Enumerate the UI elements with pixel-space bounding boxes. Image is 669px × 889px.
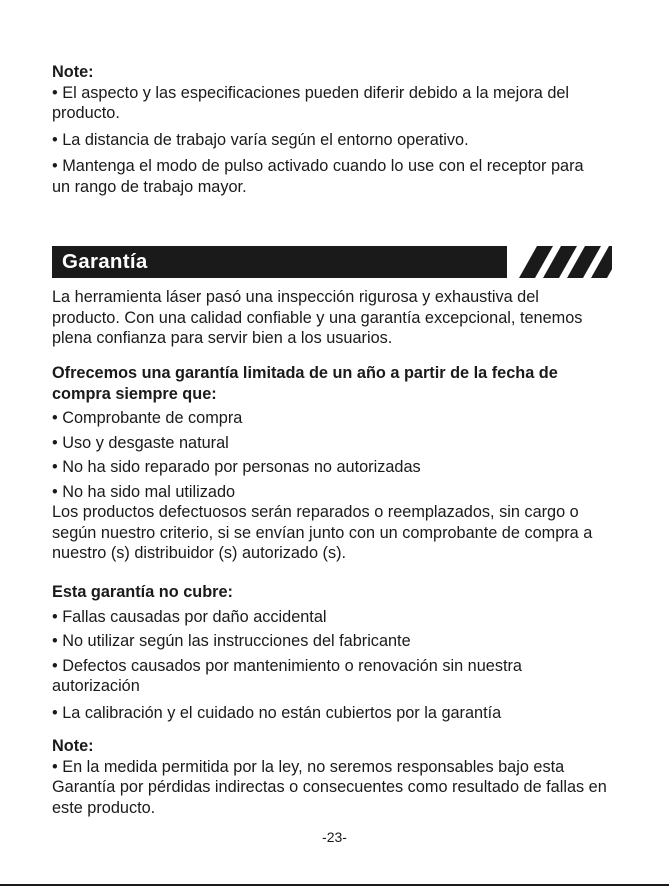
warranty-exclusions — [52, 582, 622, 723]
page-number: -23- — [322, 829, 347, 845]
exclusion-item: • No utilizar según las instrucciones del fabricante — [52, 632, 411, 650]
exclusion-item: • Fallas causadas por daño accidental — [52, 607, 327, 626]
exclusion-item: • Defectos causados por mantenimiento o renovación sin nuestra autorización — [52, 656, 522, 695]
repair-paragraph: Los productos defectuosos serán reparados o reemplazados, sin cargo o según nuestro criterio, si se envían junto con un comprobante de compra a nuestro (s) distribuidor (s) autorizado (s). — [52, 503, 593, 562]
offer-heading: Ofrecemos una garantía limitada de un año a partir de la fecha de compra siempre que: — [52, 364, 558, 403]
warranty-intro — [52, 287, 597, 349]
bottom-divider — [0, 884, 669, 886]
note-heading: Note: — [52, 737, 94, 755]
note-section-bottom — [52, 736, 620, 818]
intro-paragraph: La herramienta láser pasó una inspección rigurosa y exhaustiva del producto. Con una calidad confiable y una garantía excepcional, tenemos plena confianza para servir bien a los usuarios. — [52, 288, 583, 347]
condition-item: • No ha sido reparado por personas no autorizadas — [52, 458, 421, 476]
condition-item: • Comprobante de compra — [52, 409, 243, 427]
condition-item: • No ha sido mal utilizado — [52, 482, 236, 501]
note-section-top — [52, 62, 622, 197]
condition-item: • Uso y desgaste natural — [52, 433, 229, 452]
exclusion-item: • La calibración y el cuidado no están cubiertos por la garantía — [52, 703, 502, 722]
section-title: Garantía — [62, 250, 148, 273]
liability-note: • En la medida permitida por la ley, no seremos responsables bajo esta Garantía por pérdidas indirectas o consecuentes como resultado de fallas en este producto. — [52, 757, 607, 817]
warranty-banner — [52, 246, 612, 278]
note-item-appearance: • El aspecto y las especificaciones pueden diferir debido a la mejora del producto. — [52, 83, 570, 122]
stripes-decoration — [507, 246, 612, 278]
note-item-pulse-mode: • Mantenga el modo de pulso activado cuando lo use con el receptor para un rango de trabajo mayor. — [52, 157, 584, 196]
warranty-offer — [52, 363, 622, 564]
note-heading: Note: — [52, 63, 94, 81]
exclusions-heading: Esta garantía no cubre: — [52, 583, 233, 601]
banner-bar — [52, 246, 507, 278]
note-item-distance: • La distancia de trabajo varía según el entorno operativo. — [52, 130, 469, 149]
